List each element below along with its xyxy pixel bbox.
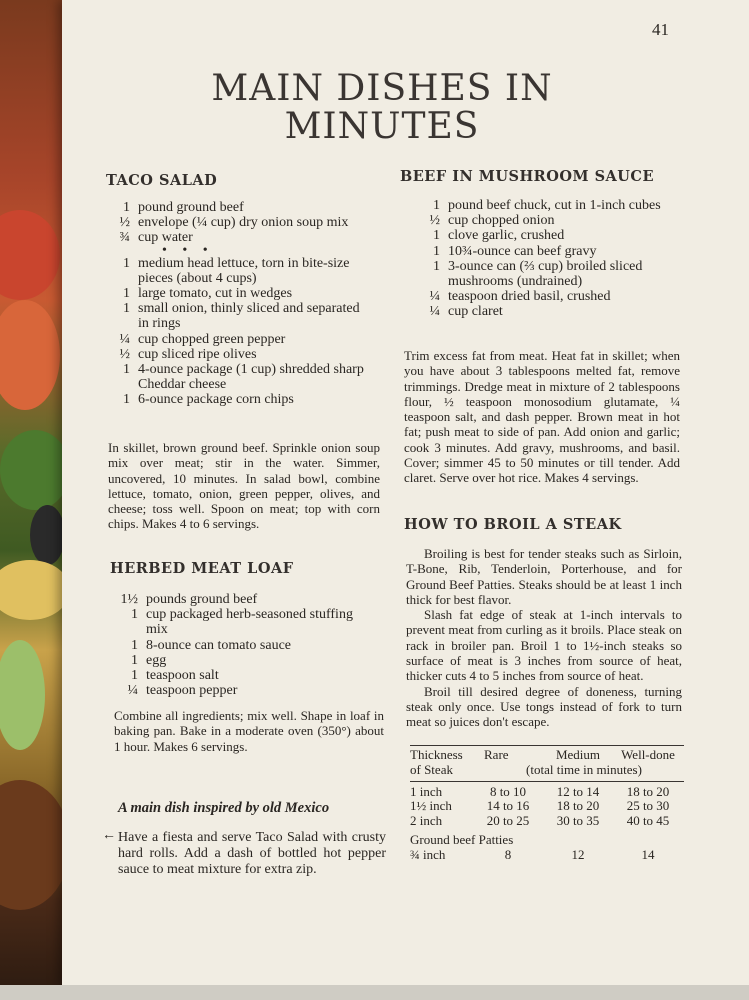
header-note: (total time in minutes) <box>526 761 642 777</box>
book-page <box>62 0 749 985</box>
ingredient-row: 1 cup packaged herb-seasoned stuffing mix <box>131 607 353 638</box>
ingredient-row: 1 clove garlic, crushed <box>433 228 565 244</box>
ingredient-row: 1 large tomato, cut in wedges <box>123 286 293 302</box>
broil-para-1: Broiling is best for tender steaks such as Sirloin, T-Bone, Rib, Tenderloin, Porterhouse, and for Ground Beef Patties. Steaks should be at least 1 inch thick for best flavor. <box>406 546 682 607</box>
ingredient-row: ¼ teaspoon dried basil, crushed <box>429 289 611 305</box>
table-row: 1 inch 8 to 10 12 to 14 18 to 20 <box>410 783 670 799</box>
separator-dots: • • • <box>162 242 214 258</box>
broil-table-body <box>410 785 684 863</box>
header-medium: Medium <box>555 747 601 762</box>
ingredient-row: ½ cup sliced ripe olives <box>119 346 257 362</box>
taco-salad-title: TACO SALAD <box>106 172 218 189</box>
broil-title: HOW TO BROIL A STEAK <box>404 516 622 533</box>
patties-label: Ground beef Patties <box>410 831 514 847</box>
page-title <box>162 70 602 146</box>
ingredient-row: 1 8-ounce can tomato sauce <box>131 637 291 653</box>
beef-mushroom-ingredients <box>412 198 682 320</box>
ingredient-row: 1 pound beef chuck, cut in 1-inch cubes <box>433 198 661 213</box>
page-title-line1: MAIN DISHES IN <box>211 68 553 109</box>
ingredient-row: ¼ teaspoon pepper <box>127 683 238 699</box>
page-edge-shadow <box>0 985 749 1000</box>
broil-table <box>410 745 684 863</box>
ingredient-row: 1 10¾-ounce can beef gravy <box>433 243 597 259</box>
header-rare: Rare <box>484 747 509 762</box>
meat-loaf-directions: Combine all ingredients; mix well. Shape in loaf in baking pan. Bake in a moderate oven (350°) about 1 hour. Makes 6 servings. <box>114 708 384 754</box>
header-of-steak: of Steak <box>410 761 453 777</box>
ingredient-row: 1 small onion, thinly sliced and separated in rings <box>123 301 360 332</box>
beef-mushroom-directions: Trim excess fat from meat. Heat fat in skillet; when you have about 3 tablespoons melted fat, remove trimmings. Dredge meat in mixture of 2 tablespoons flour, ½ teaspoon monosodium glutamate, ¼ teaspoon salt, and dash pepper. Brown meat in hot fat; push meat to side of pan. Add onion and garlic; cook 3 minutes. Add gravy, mushrooms, and basil. Cover; simmer 45 to 50 minutes or till tender. Add claret. Serve over hot rice. Makes 4 servings. <box>404 348 680 486</box>
page-title-line2: MINUTES <box>284 106 480 147</box>
ingredient-row: 1 pound ground beef <box>123 200 244 215</box>
table-row <box>410 829 684 848</box>
table-header-row <box>410 748 684 763</box>
broil-table-grid <box>410 748 684 778</box>
broil-text <box>406 546 682 730</box>
meat-loaf-ingredients <box>110 592 376 698</box>
ingredient-row: ¼ cup chopped green pepper <box>119 331 286 347</box>
ingredient-row: 1 egg <box>131 652 167 668</box>
ingredient-row: 1 medium head lettuce, torn in bite-size pieces (about 4 cups) <box>123 255 350 286</box>
taco-salad-directions: In skillet, brown ground beef. Sprinkle onion soup mix over meat; stir in the water. Simmer, uncovered, 10 minutes. In salad bowl, combine lettuce, tomato, onion, green pepper, olives, and cheese; toss well. Spoon on meat; top with corn chips. Makes 4 to 6 servings. <box>108 440 380 532</box>
caption-arrow-icon: ← <box>102 828 116 843</box>
ingredient-row: ½ envelope (¼ cup) dry onion soup mix <box>119 215 349 231</box>
meat-loaf-title: HERBED MEAT LOAF <box>110 560 294 577</box>
page-number: 41 <box>652 20 669 39</box>
ingredient-row: 1 6-ounce package corn chips <box>123 392 294 408</box>
header-welldone: Well-done <box>621 747 675 762</box>
caption-text: Have a fiesta and serve Taco Salad with crusty hard rolls. Add a dash of bottled hot pepper sauce to meat mixture for extra zip. <box>118 830 386 877</box>
ingredient-row: 1½ pounds ground beef <box>120 592 258 607</box>
table-row: 1½ inch 14 to 16 18 to 20 25 to 30 <box>410 798 670 814</box>
header-thickness: Thickness <box>410 747 463 762</box>
taco-salad-ingredients <box>102 200 372 408</box>
caption-title: A main dish inspired by old Mexico <box>118 800 330 816</box>
ingredient-row: 1 3-ounce can (⅔ cup) broiled sliced mushrooms (undrained) <box>433 258 643 290</box>
table-row: 2 inch 20 to 25 30 to 35 40 to 45 <box>410 813 670 829</box>
ingredient-row: 1 teaspoon salt <box>131 668 219 684</box>
table-row: ¾ inch 8 12 14 <box>410 846 655 862</box>
ingredient-row: ¼ cup claret <box>429 304 503 320</box>
ingredient-row: ½ cup chopped onion <box>429 213 555 229</box>
table-header-row <box>410 763 684 778</box>
broil-para-2: Slash fat edge of steak at 1-inch intervals to prevent meat from curling as it broils. Place steak on rack in broiler pan. Broil 1 to 1½-inch steaks so surface of meat is 3 inches from source of heat, thicker cuts 4 to 5 inches from source of heat. <box>406 607 682 684</box>
broil-para-3: Broil till desired degree of doneness, turning steak only once. Use tongs instead of fork to turn meat so juices don't escape. <box>406 683 682 730</box>
beef-mushroom-title: BEEF IN MUSHROOM SAUCE <box>400 168 655 185</box>
ingredient-row: 1 4-ounce package (1 cup) shredded sharp Cheddar cheese <box>123 362 364 393</box>
ingredient-row: ¾ cup water <box>119 230 193 246</box>
